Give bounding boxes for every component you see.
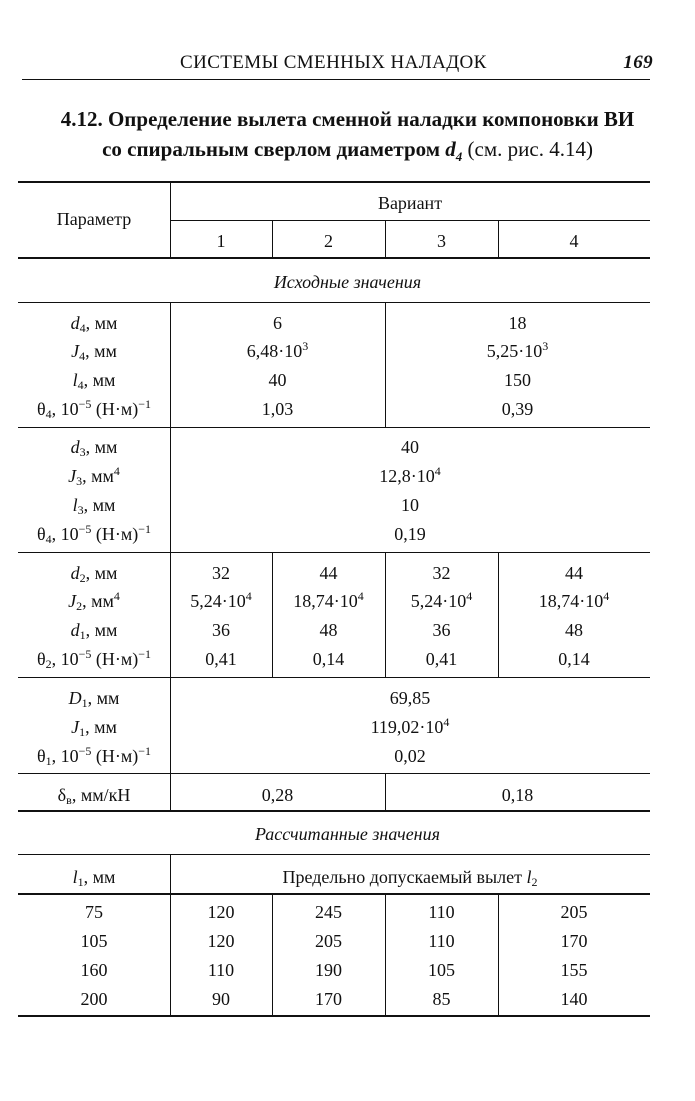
group-rule xyxy=(18,773,650,774)
calc-header-rule xyxy=(18,893,650,895)
header-variant-3: 3 xyxy=(437,231,446,251)
calc-value-cell: 140 xyxy=(560,989,588,1009)
value-cell: 0,19 xyxy=(394,524,426,544)
param-cell: $J_1$, мм xyxy=(71,717,117,739)
calc-value-cell: 170 xyxy=(560,931,588,951)
table-title-symbol: d xyxy=(445,137,456,161)
calc-header-param: $l_1$, мм xyxy=(72,867,116,889)
column-divider xyxy=(170,774,171,810)
header-divider xyxy=(385,220,386,258)
calc-value-cell: 205 xyxy=(315,931,342,951)
calc-value-cell: 90 xyxy=(212,989,230,1009)
header-param: Параметр xyxy=(56,209,132,229)
param-cell: $D_1$, мм xyxy=(68,688,120,710)
param-cell: $d_3$, мм xyxy=(70,437,118,459)
column-divider xyxy=(498,895,499,1015)
value-cell: 44 xyxy=(319,563,338,583)
param-cell: $J_2$, $мм^4$ xyxy=(68,589,120,613)
group-rule xyxy=(18,552,650,553)
column-divider xyxy=(170,895,171,1015)
value-cell: 0,28 xyxy=(261,785,294,805)
calc-l1-cell: 105 xyxy=(80,931,108,951)
value-cell: 0,14 xyxy=(558,649,590,669)
section-calc-rule xyxy=(18,854,650,855)
value-cell: 32 xyxy=(432,563,451,583)
table-title-reference: (см. рис. 4.14) xyxy=(462,137,593,161)
value-cell: 0,02 xyxy=(394,746,426,766)
param-cell: $\theta_2$, $10^{-5}$ $(Н\cdot м)^{-1}$ xyxy=(36,647,152,671)
param-cell: $d_4$, мм xyxy=(70,313,118,335)
calc-value-cell: 170 xyxy=(315,989,342,1009)
value-cell: 69,85 xyxy=(389,688,431,708)
value-cell: 48 xyxy=(319,620,338,640)
param-cell: $\theta_4$, $10^{-5}$ $(Н\cdot м)^{-1}$ xyxy=(36,522,152,546)
value-cell: 32 xyxy=(212,563,230,583)
table-title-text: со спиральным сверлом диаметром xyxy=(102,137,446,161)
value-cell: 0,18 xyxy=(501,785,534,805)
param-cell: $d_1$, мм xyxy=(70,620,118,642)
column-divider xyxy=(170,303,171,427)
value-cell: 1,03 xyxy=(261,399,294,419)
column-divider xyxy=(385,303,386,427)
value-cell: 36 xyxy=(212,620,230,640)
table-title-subscript: 4 xyxy=(455,149,463,165)
value-cell: 10 xyxy=(401,495,419,515)
column-divider xyxy=(272,895,273,1015)
header-variant: Вариант xyxy=(377,193,443,213)
column-divider xyxy=(170,553,171,677)
value-cell: 48 xyxy=(565,620,583,640)
column-divider xyxy=(385,895,386,1015)
table-title-line-2 xyxy=(0,134,695,172)
group-rule xyxy=(18,810,650,812)
calc-value-cell: 190 xyxy=(315,960,342,980)
calc-value-cell: 110 xyxy=(207,960,235,980)
table-bottom-rule xyxy=(18,1015,650,1017)
header-variant-4: 4 xyxy=(569,231,579,251)
value-cell: $18,74\cdot 10^4$ xyxy=(538,589,610,611)
calc-value-cell: 110 xyxy=(428,931,455,951)
value-cell: $6,48\cdot 10^3$ xyxy=(246,339,309,361)
section-initial-rule xyxy=(18,302,650,303)
header-variant-2: 2 xyxy=(324,231,333,251)
value-cell: 0,39 xyxy=(501,399,534,419)
section-calculated-values: Рассчитанные значения xyxy=(255,824,440,844)
group-rule xyxy=(18,677,650,678)
column-divider xyxy=(170,428,171,552)
header-divider xyxy=(272,220,273,258)
value-cell: $5,25\cdot 10^3$ xyxy=(486,339,549,361)
page-number: 169 xyxy=(623,52,653,73)
header-variant-rule xyxy=(170,220,650,221)
calc-value-cell: 120 xyxy=(207,902,235,922)
value-cell: 0,41 xyxy=(205,649,237,669)
param-cell: $J_3$, $мм^4$ xyxy=(68,464,120,488)
param-cell: $\theta_4$, $10^{-5}$ $(Н\cdot м)^{-1}$ xyxy=(36,397,152,421)
calc-value-cell: 245 xyxy=(315,902,342,922)
value-cell: 40 xyxy=(268,370,287,390)
column-divider xyxy=(170,855,171,894)
calc-l1-cell: 75 xyxy=(85,902,103,922)
value-cell: $18,74\cdot 10^4$ xyxy=(293,589,364,611)
value-cell: 0,41 xyxy=(425,649,458,669)
value-cell: $12,8\cdot 10^4$ xyxy=(379,464,441,486)
value-cell: 36 xyxy=(432,620,451,640)
calc-value-cell: 120 xyxy=(207,931,235,951)
value-cell: 150 xyxy=(504,370,531,390)
running-head-rule xyxy=(22,79,650,80)
param-cell: $l_3$, мм xyxy=(72,495,116,517)
param-cell: $l_4$, мм xyxy=(72,370,116,392)
value-cell: $5,24\cdot 10^4$ xyxy=(410,589,473,611)
column-divider xyxy=(272,553,273,677)
param-cell: $d_2$, мм xyxy=(70,563,118,585)
param-cell: $\theta_1$, $10^{-5}$ $(Н\cdot м)^{-1}$ xyxy=(36,744,152,768)
param-cell: $\delta_в$, мм/кН xyxy=(57,785,131,807)
param-cell: $J_4$, мм xyxy=(71,341,117,363)
value-cell: 0,14 xyxy=(312,649,345,669)
group-rule xyxy=(18,427,650,428)
running-head-title: СИСТЕМЫ СМЕННЫХ НАЛАДОК xyxy=(180,52,487,73)
section-initial-values: Исходные значения xyxy=(273,272,422,292)
table-top-rule xyxy=(18,181,650,183)
value-cell: 40 xyxy=(401,437,419,457)
value-cell: $5,24\cdot 10^4$ xyxy=(190,589,252,611)
table-title-line-1: 4.12. Определение вылета сменной наладки компоновки ВИ xyxy=(60,107,635,131)
calc-value-cell: 105 xyxy=(428,960,455,980)
value-cell: 6 xyxy=(273,313,282,333)
value-cell: 18 xyxy=(508,313,527,333)
calc-value-cell: 205 xyxy=(560,902,588,922)
value-cell: $119,02\cdot 10^4$ xyxy=(370,715,450,737)
calc-value-cell: 85 xyxy=(432,989,451,1009)
header-bottom-rule xyxy=(18,257,650,259)
column-divider xyxy=(385,553,386,677)
value-cell: 44 xyxy=(565,563,583,583)
calc-value-cell: 155 xyxy=(560,960,588,980)
calc-header-text: Предельно допускаемый вылет $l_2$ xyxy=(282,867,538,889)
column-divider xyxy=(498,553,499,677)
calc-value-cell: 110 xyxy=(428,902,455,922)
header-divider xyxy=(498,220,499,258)
header-variant-1: 1 xyxy=(216,231,226,251)
column-divider xyxy=(385,774,386,810)
column-divider xyxy=(170,678,171,773)
header-divider xyxy=(170,181,171,258)
calc-l1-cell: 160 xyxy=(80,960,108,980)
calc-l1-cell: 200 xyxy=(80,989,108,1009)
